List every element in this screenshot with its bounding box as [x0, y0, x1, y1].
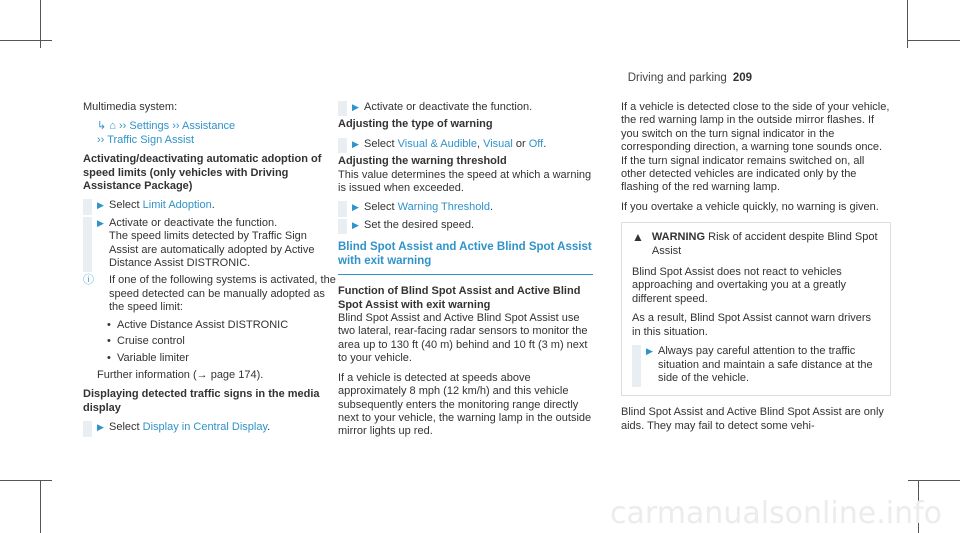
column-1: Multimedia system: ↳ ⌂ ›› Settings ›› Assistance ›› Traffic Sign Assist Activating/deactivating automatic adoption of speed limits (only vehicles with Driving Assistance Package) ▶ Select Limit Adoption. ▶ Activate or deactivate the function. The speed limits detected by Traffic Sign Assist are automatically adopted by Active Distance Assist DISTRONIC. ⓘ If one of the following systems is activated, the speed detected can be manually adopted as the speed limit: • Active Distance Assist DISTRONIC • Cruise control • Variable limiter Further information (→ page 174). Displaying detected traffic signs in the media display ▶ Select Display in Central Display.	[83, 101, 338, 439]
watermark: carmanualsonline.info	[610, 496, 942, 531]
column-2	[338, 101, 593, 445]
step-arrow-icon: ▶	[646, 346, 653, 357]
info-icon: ⓘ	[83, 274, 94, 287]
paragraph: If a vehicle is detected close to the side of your vehicle, the red warning lamp in the outside mirror flashes. If you switch on the turn signal indicator in the corresponding direction, a warning tone sounds once. If the turn signal indicator remains switched on, all other detected vehicles are indicated only by the flashing of the red warning lamp.	[621, 101, 890, 194]
warning-title: Risk of accident despite Blind Spot Assist	[651, 231, 878, 257]
step-arrow-icon: ▶	[352, 102, 359, 112]
crop-mark	[908, 40, 960, 41]
step-arrow-icon: ▶	[97, 422, 104, 433]
step-arrow-icon: ▶	[97, 200, 104, 211]
warning-box	[621, 222, 891, 396]
heading-display-signs: Displaying detected traffic signs in the media display	[83, 388, 320, 414]
warning-text: As a result, Blind Spot Assist cannot warn drivers in this situation.	[632, 312, 872, 338]
step: ▶ Select Visual & Audible, Visual or Off.	[338, 138, 593, 151]
crop-mark	[0, 480, 52, 481]
arrow-icon: ↳	[97, 120, 107, 133]
step-arrow-icon: ▶	[97, 217, 104, 228]
step-arrow-icon: ▶	[352, 202, 359, 213]
path-traffic-sign-assist: Traffic Sign Assist	[107, 133, 194, 146]
crop-mark	[40, 480, 41, 533]
page-header	[628, 72, 752, 84]
crop-mark	[908, 480, 960, 481]
header-title: Driving and parking	[627, 72, 727, 84]
warning-triangle-icon: ▲	[632, 230, 644, 245]
info-note: ⓘ If one of the following systems is activated, the speed detected can be manually adopted as the speed limit:	[83, 274, 336, 314]
intro-text: Multimedia system:	[83, 101, 178, 113]
paragraph: If a vehicle is detected at speeds above approximately 8 mph (12 km/h) and this vehicle subsequently enters the monitoring range directly next to your vehicle, the warning lamp in the outside mirror lights up red.	[338, 371, 592, 438]
step: ▶ Select Display in Central Display.	[83, 421, 338, 434]
section-title: Blind Spot Assist and Active Blind Spot Assist with exit warning	[338, 240, 593, 275]
paragraph: If you overtake a vehicle quickly, no warning is given.	[621, 200, 879, 213]
step-arrow-icon: ▶	[352, 138, 359, 149]
heading-automatic-adoption: Activating/deactivating automatic adoption of speed limits (only vehicles with Driving Assistance Package)	[83, 153, 322, 193]
list-item: • Cruise control	[117, 335, 338, 348]
path-assistance: Assistance	[181, 120, 236, 133]
list-item: • Active Distance Assist DISTRONIC	[117, 319, 338, 332]
step: ▶ Set the desired speed.	[338, 219, 593, 232]
step-arrow-icon: ▶	[352, 219, 359, 230]
column-3	[621, 101, 891, 439]
further-info: Further information (→ page 174).	[97, 368, 264, 381]
step: ▶ Activate or deactivate the function.	[338, 101, 593, 114]
page-number: 209	[732, 72, 752, 84]
crop-mark	[0, 40, 52, 41]
heading-warning-type: Adjusting the type of warning	[338, 118, 493, 131]
paragraph: Blind Spot Assist and Active Blind Spot Assist are only aids. They may fail to detect some vehi-	[621, 406, 884, 432]
heading-function: Function of Blind Spot Assist and Active Blind Spot Assist with exit warning	[338, 285, 581, 311]
heading-warning-threshold: Adjusting the warning threshold	[338, 155, 507, 168]
display-central-link: Display in Central Display	[142, 421, 268, 434]
warning-step: ▶ Always pay careful attention to the traffic situation and maintain a safe distance at the side of the vehicle.	[632, 345, 880, 385]
warning-threshold-link: Warning Threshold	[397, 201, 490, 214]
step: ▶ Activate or deactivate the function. The speed limits detected by Traffic Sign Assist are automatically adopted by Active Distance Assist DISTRONIC.	[83, 217, 338, 271]
list-item: • Variable limiter	[117, 352, 338, 365]
bullet-list	[83, 319, 338, 365]
threshold-text: This value determines the speed at which a warning is issued when exceeded.	[338, 168, 592, 195]
warning-label: WARNING	[651, 231, 706, 244]
step: ▶ Select Warning Threshold.	[338, 201, 593, 214]
step: ▶ Select Limit Adoption.	[83, 199, 338, 212]
path-settings: Settings	[129, 120, 170, 133]
home-icon: ⌂	[109, 120, 116, 133]
menu-path: ↳ ⌂ ›› Settings ›› Assistance	[97, 120, 236, 133]
warning-text: Blind Spot Assist does not react to vehicles approaching and overtaking you at a greatly different speed.	[632, 266, 847, 305]
limit-adoption-link: Limit Adoption	[142, 199, 212, 212]
paragraph: Blind Spot Assist and Active Blind Spot Assist use two lateral, rear-facing radar sensors to monitor the area up to 130 ft (40 m) behind and 10 ft (3 m) next to your vehicle.	[338, 312, 588, 365]
